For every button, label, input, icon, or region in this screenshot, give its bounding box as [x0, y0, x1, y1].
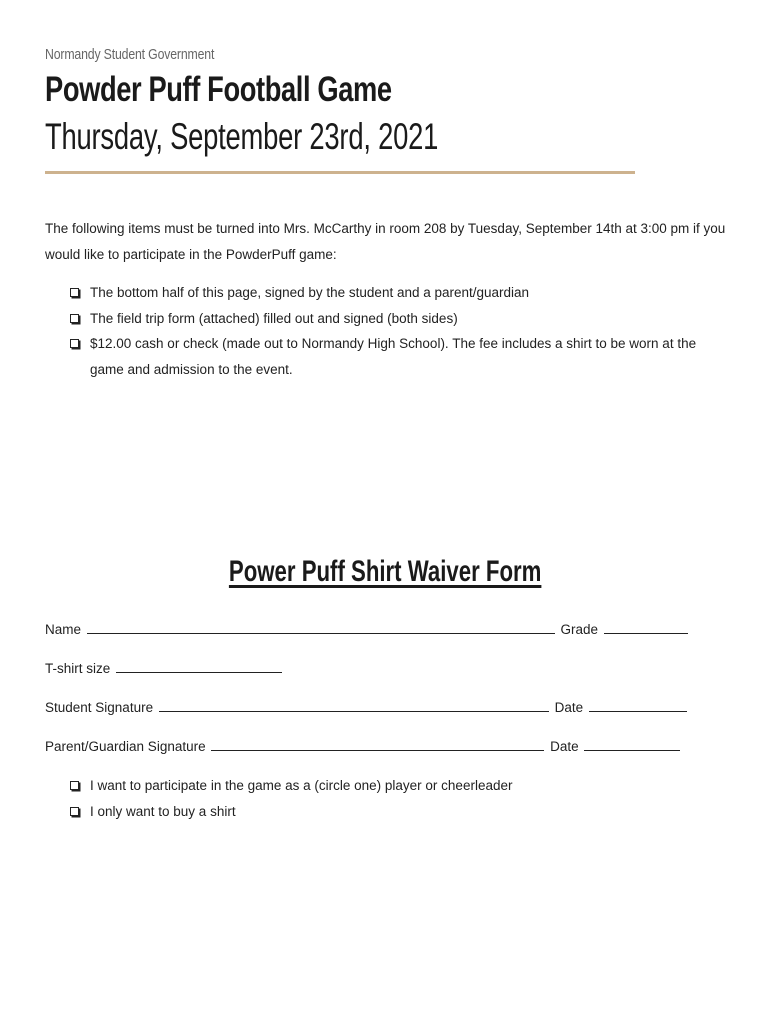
header-divider	[45, 171, 635, 174]
grade-field[interactable]	[604, 621, 688, 634]
tshirt-size-field[interactable]	[116, 660, 282, 673]
name-label: Name	[45, 622, 82, 637]
form-title: Power Puff Shirt Waiver Form	[228, 555, 542, 588]
grade-label: Grade	[560, 622, 599, 637]
parent-signature-field[interactable]	[211, 738, 544, 751]
organization-name: Normandy Student Government	[45, 46, 215, 63]
tshirt-size-label: T-shirt size	[45, 661, 111, 676]
checkbox-icon	[70, 314, 79, 323]
student-date-field[interactable]	[589, 699, 687, 712]
student-date-label: Date	[554, 700, 584, 715]
requirement-item	[70, 280, 730, 306]
option-item[interactable]	[70, 773, 730, 799]
requirements-checklist	[70, 280, 730, 382]
requirement-text: The field trip form (attached) filled out and signed (both sides)	[90, 310, 458, 326]
student-signature-label: Student Signature	[45, 700, 154, 715]
page-title: Powder Puff Football Game	[45, 70, 392, 109]
requirement-item	[70, 306, 730, 332]
name-field[interactable]	[87, 621, 555, 634]
requirement-text: $12.00 cash or check (made out to Normandy High School). The fee includes a shirt to be worn at the game and admission to the event.	[90, 336, 697, 377]
instructions-intro: The following items must be turned into Mrs. McCarthy in room 208 by Tuesday, September 14th at 3:00 pm if you would like to participate in the PowderPuff game:	[45, 221, 726, 262]
tshirt-size-row	[45, 660, 284, 676]
parent-date-label: Date	[550, 739, 579, 754]
parent-date-field[interactable]	[584, 738, 680, 751]
option-item[interactable]	[70, 799, 730, 825]
checkbox-icon	[70, 339, 79, 348]
checkbox-icon	[70, 288, 79, 297]
checkbox-icon[interactable]	[70, 807, 79, 816]
option-text: I only want to buy a shirt	[90, 803, 236, 819]
participation-options	[70, 773, 730, 824]
event-date: Thursday, September 23rd, 2021	[45, 116, 439, 157]
name-grade-row	[45, 621, 690, 637]
checkbox-icon[interactable]	[70, 781, 79, 790]
option-text: I want to participate in the game as a (circle one) player or cheerleader	[90, 778, 513, 793]
form-title-container	[0, 555, 770, 589]
parent-signature-row	[45, 738, 682, 754]
requirement-item	[70, 331, 730, 382]
requirement-text: The bottom half of this page, signed by the student and a parent/guardian	[90, 285, 530, 300]
parent-signature-label: Parent/Guardian Signature	[45, 739, 206, 754]
student-signature-field[interactable]	[159, 699, 549, 712]
student-signature-row	[45, 699, 689, 715]
